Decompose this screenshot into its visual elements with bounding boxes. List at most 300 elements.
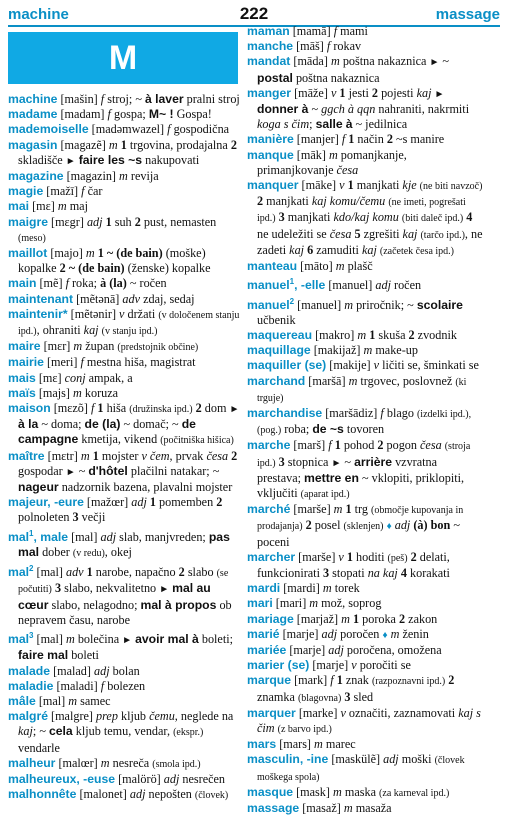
dictionary-entry — [247, 502, 483, 550]
definition-text: bolan — [109, 663, 140, 678]
grammar-label: v — [339, 178, 345, 193]
sense-or-phrase: 2 — [448, 673, 455, 688]
grammar-label: kaj — [402, 226, 418, 241]
headword: malgré — [8, 709, 48, 724]
definition-text: [malonet] — [76, 787, 130, 802]
definition-text: , okej — [104, 544, 132, 559]
grammar-label: v — [330, 85, 337, 100]
sense-or-phrase: 1 — [92, 448, 99, 463]
definition-text: kljub — [117, 709, 150, 724]
definition-text: zvodnik — [414, 327, 457, 342]
definition-text: [majo] — [47, 246, 86, 261]
headword: marquer — [247, 705, 296, 720]
grammar-label: adj — [383, 752, 399, 767]
definition-text: rokav — [330, 39, 362, 54]
grammar-label: m — [119, 169, 128, 184]
dictionary-entry — [8, 772, 244, 787]
headword: marchandise — [247, 406, 323, 420]
sense-or-phrase: 2 — [216, 495, 223, 510]
headword: maire — [8, 339, 41, 354]
header-right-guide-word: massage — [435, 6, 500, 23]
definition-text: poročena, omožena — [343, 643, 442, 658]
headword: mal — [8, 529, 30, 544]
headword: , -elle — [294, 278, 326, 293]
headword: mardi — [247, 581, 281, 596]
usage-note: (izdelki ipd.), (pog.) — [257, 409, 472, 437]
headword: mairie — [8, 355, 44, 370]
usage-note: (v stanju ipd.) — [101, 326, 158, 338]
grammar-label: m — [333, 502, 343, 517]
grammar-label: adj — [94, 663, 110, 678]
definition-text: ~ poceni — [257, 518, 460, 549]
grammar-label: f — [330, 673, 334, 688]
definition-text: vendarle — [18, 740, 60, 755]
dictionary-entry — [247, 627, 483, 643]
phrase: faire les ~s — [78, 152, 143, 167]
dictionary-entry — [8, 339, 244, 355]
sense-or-phrase: 1 — [346, 549, 353, 564]
definition-text: poroka — [359, 611, 400, 626]
definition-text: [mal] — [35, 693, 69, 708]
definition-text: trg — [351, 502, 372, 517]
definition-text: ~ ročen — [126, 276, 167, 291]
definition-text: , neglede na — [174, 709, 234, 724]
definition-text: stroj; ~ — [104, 92, 145, 106]
headword: mal — [8, 632, 30, 647]
dictionary-entry — [247, 658, 483, 673]
diamond-icon: ♦ — [386, 521, 392, 533]
grammar-label: f — [328, 438, 332, 453]
definition-text: ampak, a — [85, 370, 133, 385]
sense-or-phrase: 4 — [400, 566, 407, 581]
sense-or-phrase: 5 — [354, 226, 361, 241]
grammar-label: česa — [329, 226, 352, 241]
definition-text: nahraniti, nakrmiti — [375, 102, 470, 117]
definition-text: ~ jedilnica — [352, 117, 408, 132]
grammar-label: ggch à qqn — [321, 102, 376, 117]
grammar-label: adj — [86, 214, 103, 229]
sense-or-phrase: 1 — [369, 327, 376, 342]
usage-note: (smola ipd.) — [152, 758, 201, 770]
homonym-number: 3 — [29, 631, 34, 641]
phrase: mettre en — [304, 470, 359, 485]
sense-or-phrase: 2 — [386, 132, 393, 147]
definition-text: gospodar — [18, 463, 66, 478]
grammar-label: m — [108, 137, 118, 152]
headword: maïs — [8, 385, 36, 400]
definition-text: [manuel] — [294, 297, 345, 312]
definition-text: bolečina — [74, 632, 123, 647]
definition-text: [mamā] — [289, 24, 334, 38]
definition-text: [mašin] — [57, 92, 101, 106]
definition-text: čar — [84, 184, 103, 199]
definition-text: [masaž] — [299, 801, 344, 816]
definition-text: ~ — [439, 54, 449, 69]
dictionary-entry — [247, 86, 483, 133]
sense-or-phrase: 1 — [352, 611, 360, 626]
definition-text: kmetija, vikend — [78, 432, 161, 447]
phrase: nageur — [18, 480, 59, 495]
definition-text: znak — [342, 673, 372, 688]
headword: malade — [8, 663, 51, 678]
definition-text: ~ — [308, 102, 322, 117]
grammar-label: f — [100, 92, 105, 106]
grammar-label: m — [390, 626, 400, 641]
definition-text: pogon — [383, 438, 421, 453]
definition-text: suh — [111, 214, 135, 229]
sense-or-phrase: (à) bon — [413, 518, 451, 533]
sense-or-phrase: 3 — [278, 210, 285, 225]
headword: malheureux, -euse — [8, 771, 116, 786]
dictionary-entry — [247, 274, 483, 293]
grammar-label: m — [65, 632, 75, 647]
definition-text: posel — [311, 518, 344, 533]
definition-text: mestna hiša, magistrat — [83, 355, 196, 370]
phrase: cela — [48, 724, 73, 739]
phrase: à — [345, 117, 353, 132]
phrase: à la — [18, 417, 39, 432]
definition-text: hoditi — [352, 549, 388, 564]
dictionary-entry — [247, 374, 483, 406]
definition-text: poročen — [337, 626, 383, 641]
definition-text: ~ doma; — [38, 417, 85, 432]
usage-note: (aparat ipd.) — [300, 489, 350, 501]
usage-note: (v določenem stanju ipd.) — [18, 309, 240, 338]
definition-text: manjkati — [263, 194, 312, 209]
dictionary-entry — [8, 679, 244, 694]
dictionary-entry — [247, 54, 483, 85]
dictionary-entry — [247, 24, 483, 39]
grammar-label: f — [90, 401, 95, 416]
right-column — [247, 24, 483, 816]
sense-or-phrase: 2 — [305, 518, 312, 533]
phrase: scolaire — [416, 297, 463, 312]
phrase: pas mal — [18, 529, 230, 559]
grammar-label: f — [167, 122, 171, 137]
definition-text: [majs] — [35, 385, 74, 400]
diamond-icon: ♦ — [382, 629, 388, 641]
dictionary-entry — [8, 215, 244, 246]
phrase: de ~s — [312, 422, 344, 437]
definition-text: [malad] — [50, 663, 95, 678]
definition-text: [malörö] — [115, 771, 164, 786]
definition-text: pohod — [340, 438, 378, 453]
grammar-label: koga s čim — [257, 117, 310, 132]
definition-text: [makije] — [326, 358, 374, 373]
sense-or-phrase: 3 — [323, 566, 330, 581]
dictionary-entry — [8, 199, 244, 214]
definition-text: držati — [124, 306, 159, 321]
definition-text: [marje] — [279, 626, 322, 641]
grammar-label: conj — [64, 370, 86, 385]
dictionary-entry — [247, 801, 483, 816]
definition-text: jesti — [345, 85, 372, 100]
dictionary-entry — [247, 178, 483, 259]
definition-text: blago — [383, 406, 417, 420]
headword: maquereau — [247, 327, 313, 342]
sense-or-phrase: 1 — [86, 565, 93, 580]
definition-text: pomemben — [155, 495, 217, 510]
headword: massage — [247, 801, 300, 816]
sense-or-phrase: 1 — [334, 438, 341, 453]
definition-text: trgovina, prodajalna — [126, 137, 231, 152]
dictionary-entry — [8, 292, 244, 307]
definition-text: [mal] — [33, 632, 66, 647]
definition-text: skladišče — [18, 152, 66, 167]
definition-text: zdaj, sedaj — [140, 291, 195, 306]
definition-text: [marke] — [295, 705, 341, 720]
headword: maillot — [8, 246, 48, 261]
definition-text: samec — [77, 693, 111, 708]
usage-note: (blagovna) — [297, 692, 342, 704]
definition-text: [mark] — [291, 673, 331, 688]
dictionary-entry — [8, 709, 244, 756]
definition-text: hiša — [103, 401, 130, 416]
grammar-label: v — [340, 705, 346, 720]
definition-text: ženin — [399, 626, 429, 641]
grammar-label: adj — [375, 278, 391, 293]
dictionary-entry — [8, 276, 244, 291]
definition-text: pomanjkanje, primanjkovanje — [257, 147, 407, 177]
sense-or-phrase: 2 — [371, 85, 379, 100]
grammar-label: v — [119, 306, 125, 321]
definition-text: [mɛtr] — [44, 448, 81, 463]
sense-or-phrase: 2 — [377, 438, 384, 453]
definition-text: [makijaž] — [310, 343, 364, 358]
phrase-arrow-icon: ► — [65, 466, 76, 478]
dictionary-entry — [247, 328, 483, 343]
definition-text: način — [354, 132, 387, 147]
usage-note: (ne biti navzoč) — [419, 181, 483, 193]
dictionary-entry — [247, 259, 483, 274]
dictionary-entry — [247, 343, 483, 358]
definition-text: kljub temu, vendar, — [72, 724, 174, 739]
grammar-label: f — [80, 355, 84, 370]
definition-text: narobe, napačno — [92, 565, 179, 580]
sense-or-phrase: 2 — [408, 327, 415, 342]
definition-text: (moške) kopalke — [18, 246, 206, 276]
headword: marché — [247, 502, 291, 517]
headword: marcher — [247, 549, 296, 564]
headword: manche — [247, 39, 294, 54]
headword: mal — [8, 565, 30, 580]
definition-text: [malœr] — [55, 755, 101, 770]
headword: manuel — [247, 297, 290, 312]
dictionary-entry — [8, 756, 244, 772]
definition-text: učbenik — [257, 312, 296, 327]
phrase: postal — [257, 70, 293, 85]
dictionary-entry — [247, 752, 483, 784]
phrase-arrow-icon: ► — [65, 155, 76, 167]
headword: maître — [8, 448, 45, 463]
grammar-label: kaj — [416, 85, 432, 100]
grammar-label: m — [100, 755, 110, 770]
sense-or-phrase: 2 — [59, 261, 66, 276]
definition-text: [maladi] — [53, 678, 101, 693]
definition-text: (ženske) kopalke — [124, 261, 211, 276]
grammar-label: m — [333, 784, 342, 799]
grammar-label: f — [65, 276, 69, 291]
sense-or-phrase: 1 — [339, 85, 346, 100]
grammar-label: m — [357, 327, 367, 342]
headword: manière — [247, 132, 294, 147]
sense-or-phrase: 1 — [97, 401, 104, 416]
definition-text: [marjaž] — [293, 611, 342, 626]
definition-text: ob nepravem času, narobe — [18, 597, 232, 627]
dictionary-entry — [8, 787, 244, 803]
usage-note: (predstojnik občine) — [117, 342, 199, 354]
grammar-label: kaj s čim — [257, 705, 481, 736]
definition-text: dom — [201, 401, 230, 416]
definition-text: [māke] — [298, 178, 340, 193]
definition-text: [marš] — [290, 438, 329, 453]
definition-text: [manjer] — [293, 132, 342, 147]
definition-text: delati, funkcionirati — [257, 549, 450, 581]
definition-text: [māš] — [293, 39, 327, 54]
definition-text: vzvratna prestava; — [257, 454, 438, 485]
grammar-label: m — [57, 199, 67, 214]
definition-text: slabo — [184, 565, 217, 580]
phrase: donner à — [257, 102, 309, 117]
definition-text: [mẽtənā] — [73, 291, 123, 306]
right-entry-list — [247, 24, 483, 816]
dictionary-entry — [8, 122, 244, 137]
definition-text: poročiti se — [356, 658, 411, 673]
dictionary-entry — [8, 526, 244, 561]
dictionary-entry — [247, 737, 483, 752]
sense-or-phrase: 2 — [399, 611, 406, 626]
grammar-label: m — [341, 611, 350, 626]
sense-or-phrase: ~ (de bain) — [106, 246, 163, 261]
definition-text: nesrečen — [179, 771, 226, 786]
phrase: à laver — [144, 92, 184, 106]
definition-text: slabo, nelagodno; — [48, 597, 141, 612]
headword: mariage — [247, 611, 294, 626]
usage-note: (za karneval ipd.) — [379, 787, 450, 799]
definition-text: [malgre] — [47, 709, 97, 724]
sense-or-phrase: 2 — [410, 549, 417, 564]
phrase-arrow-icon: ► — [229, 404, 240, 416]
dictionary-entry — [247, 596, 483, 611]
definition-text: maska — [341, 784, 380, 799]
headword: maigre — [8, 214, 48, 229]
headword: maquillage — [247, 343, 311, 358]
dictionary-entry — [8, 401, 244, 449]
definition-text: maj — [66, 199, 88, 214]
definition-text: trgovec, poslovnež — [357, 373, 456, 388]
headword: maladie — [8, 678, 54, 693]
headword: malhonnête — [8, 787, 77, 802]
grammar-label: kaj — [361, 242, 377, 257]
headword: manuel — [247, 278, 290, 293]
definition-text: tovoren — [343, 422, 385, 437]
definition-text: mami — [337, 24, 368, 38]
sense-or-phrase: 2 — [195, 401, 202, 416]
sense-or-phrase: 2 — [230, 137, 237, 152]
definition-text: slabo, nekvalitetno — [61, 581, 160, 596]
definition-text: torek — [331, 581, 360, 596]
sense-or-phrase: 1 — [336, 673, 343, 688]
grammar-label: m — [314, 737, 323, 752]
definition-text: dober — [39, 544, 73, 559]
definition-text: mož, soprog — [318, 596, 382, 611]
usage-note: (človek) — [194, 790, 229, 802]
sense-or-phrase: 1 — [149, 495, 156, 510]
headword: madame — [8, 107, 58, 122]
grammar-label: m — [343, 801, 353, 816]
definition-text: Gospa! — [173, 107, 212, 122]
definition-text: [meri] — [43, 355, 81, 370]
usage-note: (razpoznavni ipd.) — [371, 676, 446, 688]
grammar-label: v — [373, 358, 380, 373]
dictionary-entry — [247, 706, 483, 737]
dictionary-entry — [8, 449, 244, 496]
definition-text: manjkati — [353, 178, 403, 193]
dictionary-entry — [8, 371, 244, 386]
headword: masque — [247, 784, 294, 799]
usage-note: (območje kupovanja in prodajanja) — [257, 505, 464, 533]
definition-text: ~ — [75, 463, 89, 478]
definition-text: [māto] — [297, 259, 336, 274]
dictionary-entry — [247, 643, 483, 658]
definition-text: [mask] — [293, 784, 333, 799]
definition-text: [mari] — [272, 596, 310, 611]
grammar-label: m — [73, 385, 82, 400]
definition-text: [maskülẽ] — [328, 752, 384, 767]
sense-or-phrase: ~ (de bain) — [68, 261, 125, 276]
phrase: faire mal — [18, 648, 69, 663]
definition-text: [mẽ] — [36, 276, 66, 291]
usage-note: (biti daleč ipd.) — [401, 213, 464, 225]
definition-text: [mažœr] — [83, 495, 132, 510]
sense-or-phrase: 3 — [54, 581, 62, 596]
phrase: d'hôtel — [88, 463, 128, 478]
headword: mariée — [247, 643, 287, 658]
sense-or-phrase: 3 — [344, 689, 351, 704]
sense-or-phrase: 2 — [231, 448, 238, 463]
homonym-number: 2 — [289, 296, 295, 306]
definition-text: plašč — [344, 259, 373, 274]
grammar-label: adv — [65, 565, 84, 580]
definition-text: poštna nakaznica — [292, 70, 380, 85]
headword: manquer — [247, 178, 299, 193]
dictionary-entry — [8, 107, 244, 122]
definition-text: nakupovati — [142, 152, 200, 167]
headword: marque — [247, 673, 292, 688]
headword: mars — [247, 737, 277, 752]
grammar-label: m — [330, 54, 340, 69]
grammar-label: kdo/kaj komu — [333, 210, 399, 225]
headword: magie — [8, 184, 44, 199]
headword: mademoiselle — [8, 122, 89, 137]
grammar-label: f — [81, 184, 85, 199]
definition-text: zamuditi — [313, 242, 362, 257]
sense-or-phrase: 6 — [307, 242, 314, 257]
grammar-label: f — [333, 24, 338, 38]
definition-text: [manuel] — [325, 278, 376, 293]
grammar-label: m — [68, 693, 78, 708]
phrase: M~ ! — [148, 107, 174, 122]
grammar-label: f — [341, 132, 346, 147]
grammar-label: m — [328, 147, 338, 162]
definition-text: ~ domač; ~ — [120, 417, 182, 432]
usage-note: (peš) — [387, 552, 408, 564]
headword: mais — [8, 370, 36, 385]
definition-text: korakati — [406, 566, 450, 581]
grammar-label: v čem — [141, 448, 170, 463]
phrase: avoir mal à — [135, 632, 199, 647]
phrase-arrow-icon: ► — [331, 457, 342, 469]
